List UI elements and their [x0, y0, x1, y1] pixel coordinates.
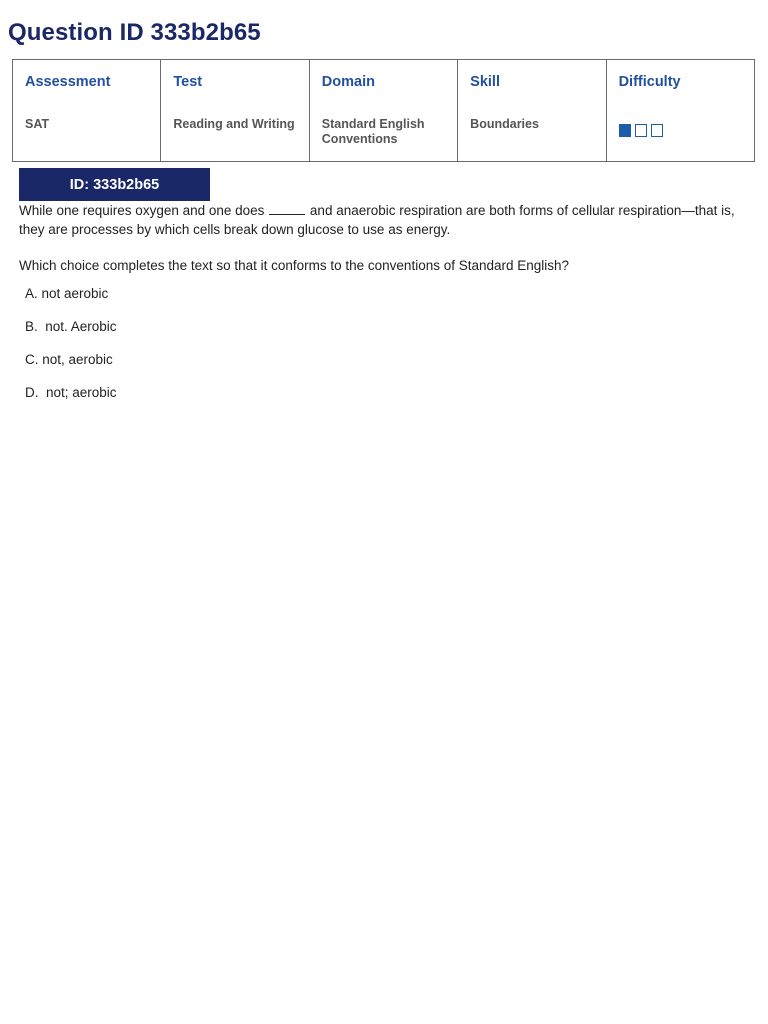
skill-cell	[458, 60, 606, 162]
choice-d[interactable]: D. not; aerobic	[25, 385, 117, 400]
passage-text	[19, 201, 744, 239]
page-title: Question ID 333b2b65	[8, 19, 261, 46]
question-meta-table	[12, 59, 755, 162]
domain-cell	[309, 60, 457, 162]
difficulty-cell	[606, 60, 754, 162]
question-prompt: Which choice completes the text so that it conforms to the conventions of Standard English?	[19, 258, 570, 273]
assessment-value: SAT	[25, 117, 50, 131]
test-header: Test	[173, 74, 203, 90]
skill-header: Skill	[470, 74, 500, 90]
skill-value: Boundaries	[470, 117, 539, 131]
difficulty-indicator	[619, 125, 663, 137]
domain-value: Standard English Conventions	[321, 117, 425, 146]
answer-choices	[25, 284, 117, 416]
question-id-banner: ID: 333b2b65	[19, 168, 210, 201]
passage-after-blank: and anaerobic respiration are both forms of cellular respiration—that is, they are processes by which cells break down glucose to use as energy.	[19, 203, 735, 237]
test-cell	[161, 60, 309, 162]
choice-c[interactable]: C. not, aerobic	[25, 352, 113, 367]
difficulty-box-empty	[635, 124, 647, 137]
choice-b[interactable]: B. not. Aerobic	[25, 319, 117, 334]
assessment-header: Assessment	[25, 74, 111, 90]
difficulty-box-filled	[619, 124, 631, 137]
domain-header: Domain	[321, 74, 375, 90]
test-value: Reading and Writing	[173, 117, 295, 131]
assessment-cell	[13, 60, 161, 162]
difficulty-box-empty	[651, 124, 663, 137]
passage-before-blank: While one requires oxygen and one does	[19, 203, 269, 218]
answer-blank	[269, 202, 305, 215]
choice-a[interactable]: A. not aerobic	[25, 286, 109, 301]
difficulty-header: Difficulty	[618, 74, 681, 90]
